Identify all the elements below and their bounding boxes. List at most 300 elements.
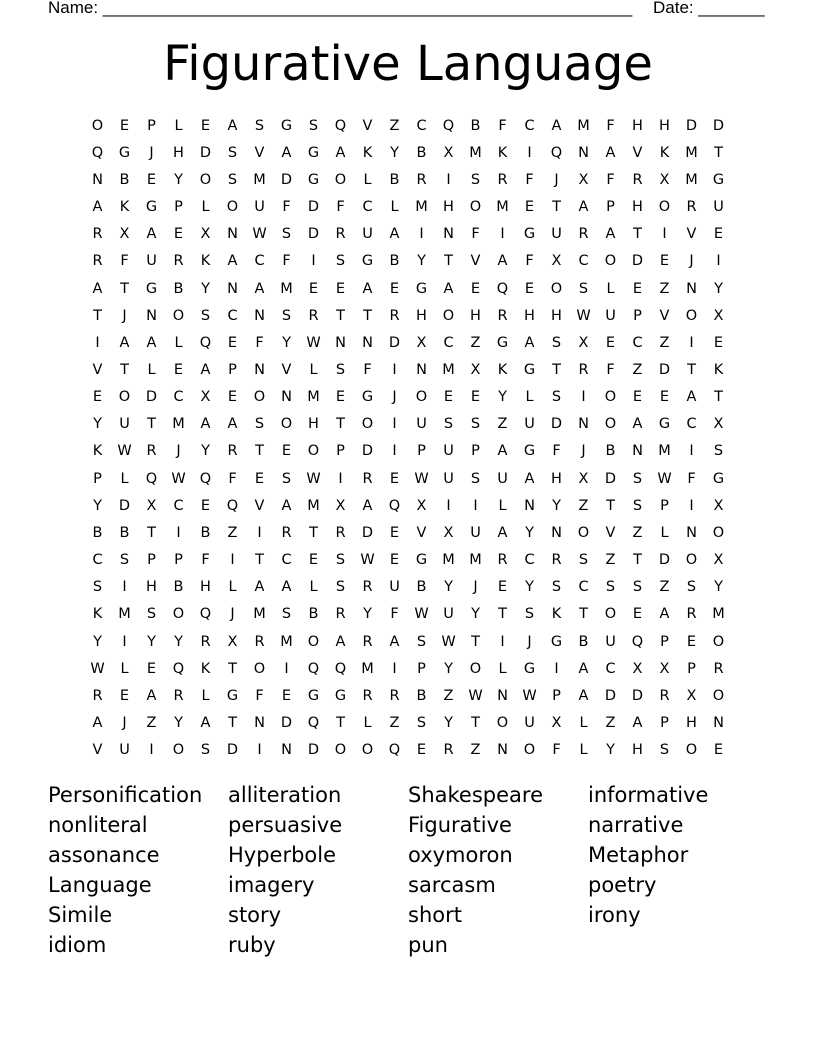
grid-letter: T	[633, 226, 642, 243]
grid-letter: Q	[631, 633, 644, 650]
grid-letter: I	[446, 497, 451, 514]
grid-letter: V	[281, 361, 292, 378]
grid-letter: A	[632, 715, 643, 732]
grid-letter: S	[659, 742, 670, 759]
grid-letter: Y	[714, 579, 723, 596]
grid-letter: H	[470, 307, 481, 324]
grid-letter: C	[173, 497, 184, 514]
grid-letter: H	[659, 117, 670, 134]
grid-letter: L	[228, 579, 237, 596]
grid-letter: Y	[282, 334, 291, 351]
grid-letter: T	[714, 389, 723, 406]
grid-letter: N	[578, 416, 589, 433]
word-bank	[48, 780, 768, 960]
grid-letter: S	[443, 416, 454, 433]
grid-letter: R	[227, 443, 238, 460]
grid-letter: U	[254, 199, 265, 216]
grid-letter: L	[579, 715, 588, 732]
grid-letter: L	[606, 280, 615, 297]
grid-letter: S	[92, 579, 103, 596]
grid-letter: Z	[632, 361, 643, 378]
grid-row	[84, 166, 732, 193]
grid-letter: T	[93, 307, 102, 324]
grid-letter: E	[308, 280, 319, 297]
grid-letter: R	[92, 226, 103, 243]
grid-letter: P	[174, 199, 183, 216]
grid-row	[84, 112, 732, 139]
grid-letter: A	[200, 361, 211, 378]
grid-letter: X	[686, 687, 697, 704]
grid-letter: R	[578, 226, 589, 243]
grid-letter: S	[551, 334, 562, 351]
grid-letter: U	[524, 715, 535, 732]
grid-letter: Q	[91, 144, 104, 161]
grid-letter: I	[149, 742, 154, 759]
grid-letter: G	[307, 144, 320, 161]
grid-letter: E	[713, 226, 724, 243]
grid-letter: B	[578, 633, 589, 650]
grid-letter: S	[551, 579, 562, 596]
grid-letter: V	[416, 524, 427, 541]
grid-letter: T	[336, 307, 345, 324]
grid-letter: U	[605, 307, 616, 324]
grid-letter: P	[228, 361, 237, 378]
grid-letter: J	[149, 144, 154, 161]
grid-letter: Z	[605, 715, 616, 732]
grid-letter: D	[280, 171, 293, 188]
grid-letter: O	[469, 199, 482, 216]
grid-letter: D	[145, 389, 158, 406]
grid-letter: G	[307, 687, 320, 704]
grid-letter: S	[578, 280, 589, 297]
grid-letter: X	[713, 307, 724, 324]
grid-letter: B	[308, 606, 319, 623]
grid-letter: Q	[172, 660, 185, 677]
grid-letter: D	[550, 416, 563, 433]
grid-letter: X	[713, 416, 724, 433]
grid-letter: P	[417, 660, 426, 677]
grid-letter: D	[658, 361, 671, 378]
grid-letter: R	[416, 171, 427, 188]
grid-letter: U	[497, 470, 508, 487]
grid-letter: K	[497, 144, 508, 161]
grid-letter: T	[471, 633, 480, 650]
grid-letter: I	[122, 633, 127, 650]
grid-letter: Z	[389, 117, 400, 134]
word-bank-item: alliteration	[228, 783, 342, 807]
grid-letter: M	[118, 606, 131, 623]
grid-letter: A	[281, 497, 292, 514]
grid-letter: R	[308, 307, 319, 324]
grid-letter: U	[524, 416, 535, 433]
grid-row	[84, 302, 732, 329]
letter-grid	[84, 112, 732, 764]
grid-letter: P	[606, 199, 615, 216]
grid-letter: E	[389, 280, 400, 297]
grid-letter: E	[443, 389, 454, 406]
grid-letter: I	[500, 226, 505, 243]
grid-letter: S	[470, 470, 481, 487]
grid-letter: C	[92, 552, 103, 569]
grid-letter: V	[632, 144, 643, 161]
grid-row	[84, 221, 732, 248]
grid-letter: E	[659, 389, 670, 406]
grid-letter: A	[389, 633, 400, 650]
grid-row	[84, 628, 732, 655]
grid-letter: A	[92, 715, 103, 732]
grid-letter: T	[228, 660, 237, 677]
grid-letter: I	[230, 552, 235, 569]
grid-letter: S	[470, 171, 481, 188]
grid-letter: E	[281, 687, 292, 704]
grid-letter: R	[551, 552, 562, 569]
grid-letter: S	[254, 416, 265, 433]
grid-letter: C	[524, 117, 535, 134]
word-bank-column	[48, 780, 228, 960]
grid-letter: Y	[714, 280, 723, 297]
header-row	[48, 0, 765, 19]
grid-letter: D	[685, 117, 698, 134]
grid-letter: H	[686, 715, 697, 732]
grid-letter: M	[685, 171, 698, 188]
grid-letter: C	[416, 117, 427, 134]
word-bank-item: pun	[408, 933, 448, 957]
grid-letter: S	[416, 715, 427, 732]
grid-letter: C	[443, 334, 454, 351]
grid-letter: I	[500, 633, 505, 650]
grid-letter: A	[389, 226, 400, 243]
grid-letter: U	[605, 633, 616, 650]
grid-letter: N	[146, 307, 157, 324]
grid-letter: R	[578, 361, 589, 378]
grid-letter: O	[604, 606, 617, 623]
grid-letter: N	[254, 361, 265, 378]
grid-letter: X	[227, 633, 238, 650]
grid-letter: O	[307, 443, 320, 460]
grid-row	[84, 329, 732, 356]
grid-letter: O	[361, 742, 374, 759]
grid-letter: U	[713, 199, 724, 216]
word-bank-column	[228, 780, 408, 960]
grid-letter: R	[362, 470, 373, 487]
grid-letter: G	[523, 226, 536, 243]
grid-letter: T	[363, 307, 372, 324]
word-bank-item: nonliteral	[48, 813, 148, 837]
grid-letter: A	[578, 199, 589, 216]
grid-letter: S	[200, 307, 211, 324]
grid-letter: Y	[93, 497, 102, 514]
grid-letter: S	[524, 606, 535, 623]
grid-letter: D	[118, 497, 131, 514]
grid-letter: W	[117, 443, 132, 460]
grid-letter: Z	[659, 334, 670, 351]
word-bank-item: Hyperbole	[228, 843, 337, 867]
grid-letter: A	[524, 470, 535, 487]
grid-letter: G	[334, 687, 347, 704]
grid-letter: J	[689, 253, 694, 270]
grid-letter: L	[120, 660, 129, 677]
grid-letter: O	[442, 307, 455, 324]
grid-letter: E	[713, 334, 724, 351]
grid-letter: T	[120, 361, 129, 378]
grid-letter: O	[226, 199, 239, 216]
grid-letter: D	[712, 117, 725, 134]
grid-letter: D	[361, 524, 374, 541]
grid-letter: L	[390, 199, 399, 216]
grid-letter: Y	[93, 416, 102, 433]
grid-letter: U	[362, 226, 373, 243]
grid-letter: U	[443, 606, 454, 623]
grid-letter: Q	[334, 117, 347, 134]
grid-letter: E	[281, 443, 292, 460]
grid-letter: S	[416, 633, 427, 650]
grid-letter: V	[659, 307, 670, 324]
grid-letter: S	[605, 579, 616, 596]
grid-letter: X	[659, 660, 670, 677]
grid-letter: P	[660, 497, 669, 514]
grid-letter: Y	[444, 660, 453, 677]
grid-letter: K	[362, 144, 373, 161]
grid-letter: D	[604, 470, 617, 487]
grid-letter: T	[444, 253, 453, 270]
grid-letter: O	[712, 633, 725, 650]
grid-letter: E	[632, 280, 643, 297]
grid-letter: A	[632, 416, 643, 433]
word-bank-item: imagery	[228, 873, 315, 897]
grid-letter: M	[415, 199, 428, 216]
grid-letter: P	[471, 443, 480, 460]
grid-letter: C	[281, 552, 292, 569]
grid-letter: L	[525, 389, 534, 406]
grid-letter: F	[525, 171, 534, 188]
grid-letter: V	[254, 144, 265, 161]
grid-letter: A	[281, 144, 292, 161]
grid-row	[84, 492, 732, 519]
grid-letter: Z	[659, 579, 670, 596]
grid-letter: O	[118, 389, 131, 406]
grid-letter: O	[307, 633, 320, 650]
grid-letter: J	[581, 443, 586, 460]
grid-letter: O	[469, 660, 482, 677]
grid-letter: A	[146, 334, 157, 351]
grid-letter: O	[577, 524, 590, 541]
grid-letter: R	[335, 524, 346, 541]
grid-letter: Q	[307, 715, 320, 732]
grid-letter: O	[253, 389, 266, 406]
grid-letter: I	[284, 660, 289, 677]
grid-letter: V	[686, 226, 697, 243]
grid-letter: M	[469, 552, 482, 569]
grid-letter: D	[361, 443, 374, 460]
grid-letter: R	[200, 633, 211, 650]
grid-letter: O	[604, 416, 617, 433]
grid-letter: Z	[605, 552, 616, 569]
grid-letter: P	[660, 633, 669, 650]
grid-letter: R	[389, 687, 400, 704]
grid-letter: A	[686, 389, 697, 406]
grid-letter: M	[712, 606, 725, 623]
word-bank-column	[408, 780, 588, 960]
grid-letter: F	[606, 117, 615, 134]
grid-letter: S	[578, 552, 589, 569]
grid-letter: E	[632, 389, 643, 406]
grid-row	[84, 737, 732, 764]
grid-letter: F	[282, 199, 291, 216]
grid-letter: T	[336, 416, 345, 433]
grid-letter: N	[281, 742, 292, 759]
word-bank-item: ruby	[228, 933, 276, 957]
grid-letter: Q	[199, 334, 212, 351]
grid-letter: E	[335, 389, 346, 406]
name-field-label: Name: ________________________________________________________	[48, 0, 633, 17]
grid-letter: N	[443, 226, 454, 243]
grid-letter: J	[122, 715, 127, 732]
grid-letter: A	[497, 443, 508, 460]
grid-letter: V	[605, 524, 616, 541]
grid-letter: L	[309, 361, 318, 378]
word-bank-item: story	[228, 903, 282, 927]
grid-letter: K	[200, 660, 211, 677]
grid-letter: X	[578, 470, 589, 487]
grid-letter: W	[414, 470, 429, 487]
grid-letter: E	[389, 552, 400, 569]
grid-letter: Z	[470, 742, 481, 759]
grid-letter: G	[361, 389, 374, 406]
grid-letter: N	[686, 524, 697, 541]
grid-letter: J	[392, 389, 397, 406]
grid-letter: T	[579, 606, 588, 623]
grid-letter: U	[443, 470, 454, 487]
grid-letter: Z	[578, 497, 589, 514]
grid-letter: W	[90, 660, 105, 677]
grid-letter: F	[552, 443, 561, 460]
grid-letter: O	[334, 742, 347, 759]
grid-letter: X	[200, 389, 211, 406]
grid-letter: A	[605, 144, 616, 161]
grid-letter: C	[632, 334, 643, 351]
grid-letter: I	[554, 660, 559, 677]
grid-letter: I	[527, 144, 532, 161]
grid-letter: T	[120, 280, 129, 297]
grid-letter: R	[686, 606, 697, 623]
grid-letter: R	[281, 524, 292, 541]
grid-letter: Y	[363, 606, 372, 623]
grid-letter: L	[309, 579, 318, 596]
grid-letter: M	[658, 443, 671, 460]
grid-letter: H	[173, 144, 184, 161]
grid-row	[84, 682, 732, 709]
word-bank-item: Personification	[48, 783, 203, 807]
grid-letter: S	[686, 579, 697, 596]
grid-letter: E	[713, 742, 724, 759]
grid-row	[84, 275, 732, 302]
grid-letter: E	[146, 171, 157, 188]
grid-letter: T	[714, 144, 723, 161]
grid-letter: A	[92, 280, 103, 297]
page-title: Figurative Language	[163, 36, 653, 92]
grid-letter: A	[92, 199, 103, 216]
grid-letter: Y	[444, 715, 453, 732]
grid-letter: B	[416, 579, 427, 596]
grid-letter: N	[578, 144, 589, 161]
grid-letter: S	[335, 361, 346, 378]
grid-letter: T	[633, 552, 642, 569]
grid-row	[84, 574, 732, 601]
grid-letter: V	[92, 361, 103, 378]
grid-letter: D	[388, 334, 401, 351]
grid-letter: A	[362, 280, 373, 297]
grid-letter: O	[685, 307, 698, 324]
grid-letter: S	[335, 552, 346, 569]
grid-letter: I	[311, 253, 316, 270]
grid-letter: L	[660, 524, 669, 541]
grid-letter: M	[253, 171, 266, 188]
grid-letter: J	[554, 171, 559, 188]
grid-row	[84, 384, 732, 411]
grid-letter: R	[92, 253, 103, 270]
grid-letter: L	[201, 199, 210, 216]
grid-letter: A	[146, 687, 157, 704]
grid-letter: W	[468, 687, 483, 704]
grid-letter: O	[658, 199, 671, 216]
grid-letter: Y	[174, 633, 183, 650]
grid-letter: U	[146, 253, 157, 270]
word-bank-item: informative	[588, 783, 709, 807]
grid-letter: N	[524, 497, 535, 514]
grid-letter: W	[657, 470, 672, 487]
grid-letter: O	[199, 171, 212, 188]
grid-letter: P	[147, 552, 156, 569]
grid-letter: O	[172, 307, 185, 324]
grid-letter: Q	[496, 280, 509, 297]
grid-letter: V	[470, 253, 481, 270]
grid-letter: T	[498, 606, 507, 623]
grid-letter: F	[687, 470, 696, 487]
grid-letter: T	[552, 199, 561, 216]
grid-letter: Y	[417, 253, 426, 270]
grid-letter: O	[172, 606, 185, 623]
grid-letter: L	[579, 742, 588, 759]
grid-letter: T	[336, 715, 345, 732]
grid-letter: E	[389, 470, 400, 487]
grid-letter: Y	[93, 633, 102, 650]
word-bank-item: oxymoron	[408, 843, 513, 867]
grid-letter: P	[174, 552, 183, 569]
grid-letter: X	[416, 334, 427, 351]
grid-letter: U	[416, 416, 427, 433]
grid-letter: Y	[174, 171, 183, 188]
grid-letter: W	[441, 633, 456, 650]
grid-letter: D	[631, 253, 644, 270]
grid-letter: I	[392, 443, 397, 460]
grid-letter: O	[523, 742, 536, 759]
grid-letter: A	[578, 687, 589, 704]
grid-letter: S	[470, 416, 481, 433]
grid-letter: K	[497, 361, 508, 378]
grid-letter: E	[605, 334, 616, 351]
grid-letter: Q	[550, 144, 563, 161]
grid-letter: L	[174, 117, 183, 134]
grid-letter: R	[497, 552, 508, 569]
grid-letter: Y	[498, 389, 507, 406]
grid-letter: R	[497, 307, 508, 324]
grid-letter: M	[172, 416, 185, 433]
grid-letter: A	[227, 416, 238, 433]
grid-letter: T	[309, 524, 318, 541]
grid-letter: O	[685, 742, 698, 759]
grid-letter: D	[307, 742, 320, 759]
grid-letter: C	[578, 253, 589, 270]
